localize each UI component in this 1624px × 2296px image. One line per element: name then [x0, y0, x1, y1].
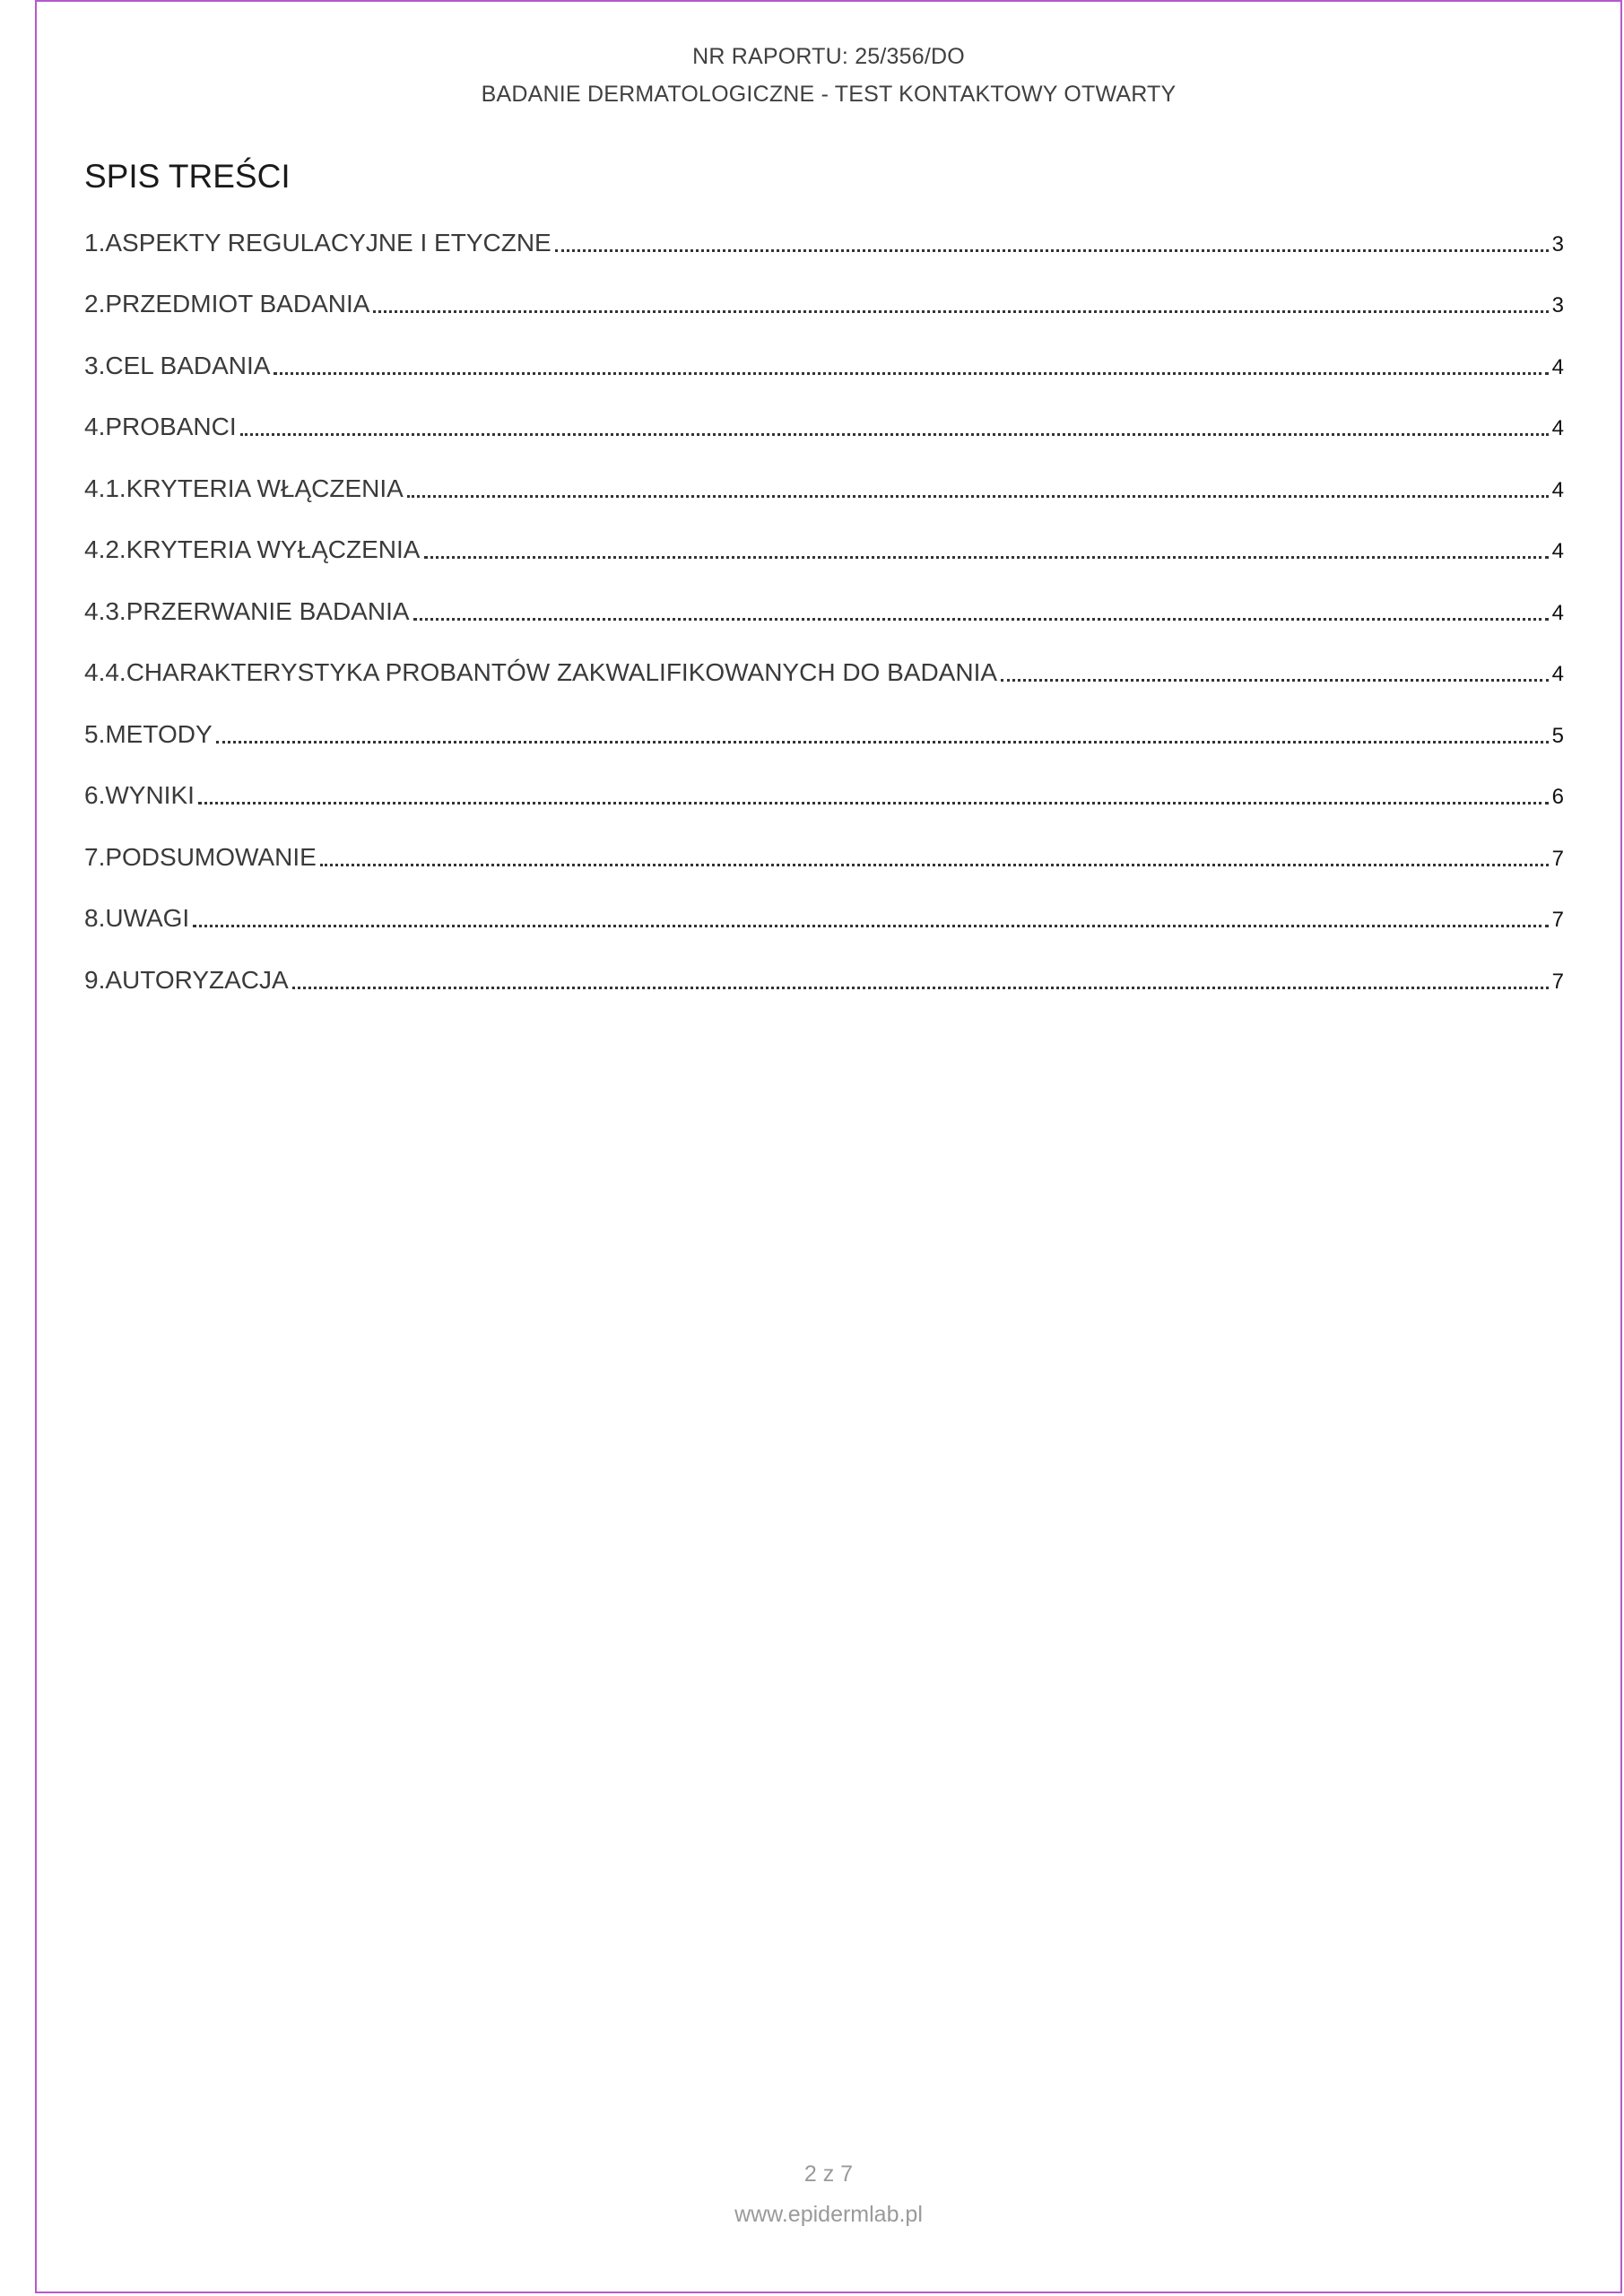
toc-entry[interactable] — [84, 455, 1564, 517]
toc-entry[interactable] — [84, 946, 1564, 1008]
toc-entry-label: 9.AUTORYZACJA — [84, 965, 289, 994]
toc-entry-label: 4.4.CHARAKTERYSTYKA PROBANTÓW ZAKWALIFIKOWANYCH DO BADANIA — [84, 658, 998, 686]
toc-title: SPIS TREŚCI — [84, 158, 291, 195]
toc-entry[interactable] — [84, 885, 1564, 947]
toc-entry-label: 8.UWAGI — [84, 904, 190, 932]
toc-entry[interactable] — [84, 700, 1564, 762]
toc-entry-page: 3 — [1551, 231, 1564, 257]
dot-leader — [320, 864, 1549, 866]
toc-entry-label: 3.CEL BADANIA — [84, 351, 271, 379]
toc-entry-page: 3 — [1551, 293, 1564, 317]
toc-entry-label: 4.2.KRYTERIA WYŁĄCZENIA — [84, 535, 421, 563]
toc-entry-label: 1.ASPEKTY REGULACYJNE I ETYCZNE — [84, 228, 551, 257]
toc-entry[interactable] — [84, 578, 1564, 639]
toc-entry[interactable] — [84, 517, 1564, 578]
dot-leader — [240, 433, 1549, 436]
dot-leader — [193, 925, 1549, 927]
dot-leader — [216, 741, 1549, 744]
toc-entry[interactable] — [84, 394, 1564, 456]
toc-entry-label: 4.PROBANCI — [84, 413, 237, 440]
page-frame — [35, 0, 1622, 2293]
toc-entry-page: 7 — [1551, 969, 1564, 994]
toc-entry-page: 4 — [1551, 539, 1564, 563]
page-indicator: 2 z 7 — [803, 2161, 854, 2187]
study-title: BADANIE DERMATOLOGICZNE - TEST KONTAKTOWY OTWARTY — [481, 82, 1177, 107]
report-number: NR RAPORTU: 25/356/DO — [692, 44, 965, 69]
toc-entry-label: 4.3.PRZERWANIE BADANIA — [84, 596, 410, 625]
toc-entry[interactable] — [84, 639, 1564, 701]
dot-leader — [413, 618, 1549, 621]
dot-leader — [555, 249, 1549, 252]
dot-leader — [424, 556, 1550, 559]
toc-entry[interactable] — [84, 332, 1564, 394]
page-header — [37, 38, 1620, 113]
dot-leader — [373, 310, 1549, 313]
dot-leader — [407, 495, 1549, 498]
toc-entry[interactable] — [84, 823, 1564, 885]
toc-entry[interactable] — [84, 209, 1564, 271]
toc-entry-page: 6 — [1551, 785, 1564, 809]
toc-entry-label: 6.WYNIKI — [84, 781, 195, 809]
toc-entry[interactable] — [84, 271, 1564, 333]
toc-entry-label: 4.1.KRYTERIA WŁĄCZENIA — [84, 474, 404, 502]
table-of-contents — [84, 209, 1564, 1008]
toc-entry-page: 7 — [1551, 908, 1564, 932]
toc-entry-label: 5.METODY — [84, 719, 213, 748]
toc-entry-page: 4 — [1551, 600, 1564, 625]
dot-leader — [274, 372, 1549, 375]
dot-leader — [1001, 679, 1549, 682]
toc-entry-page: 4 — [1551, 354, 1564, 379]
toc-entry-page: 4 — [1551, 416, 1564, 440]
toc-entry-label: 7.PODSUMOWANIE — [84, 842, 317, 871]
dot-leader — [292, 987, 1549, 989]
dot-leader — [198, 802, 1549, 804]
toc-entry-page: 4 — [1551, 662, 1564, 686]
toc-entry[interactable] — [84, 762, 1564, 824]
toc-entry-page: 5 — [1551, 723, 1564, 748]
toc-entry-label: 2.PRZEDMIOT BADANIA — [84, 290, 370, 317]
toc-entry-page: 4 — [1551, 477, 1564, 502]
toc-entry-page: 7 — [1551, 846, 1564, 871]
website-link[interactable]: www.epidermlab.pl — [734, 2202, 923, 2227]
